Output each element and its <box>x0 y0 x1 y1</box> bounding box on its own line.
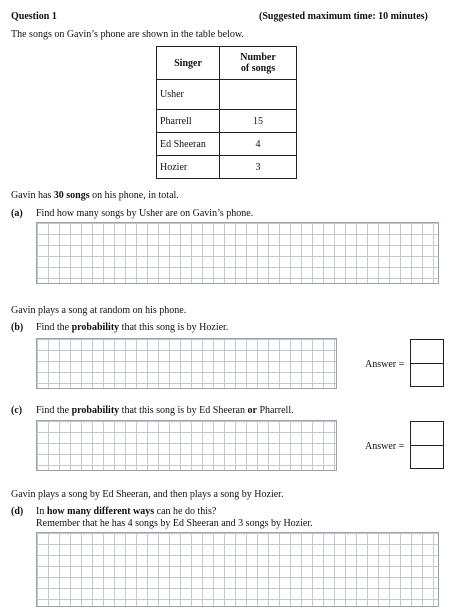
answer-box-c[interactable] <box>410 421 444 469</box>
singer-cell: Ed Sheeran <box>157 133 220 156</box>
answer-grid-b[interactable] <box>36 338 337 389</box>
singer-cell: Hozier <box>157 156 220 179</box>
answer-box-b[interactable] <box>410 339 444 387</box>
singer-cell: Usher <box>157 80 220 110</box>
random-play-text: Gavin plays a song at random on his phone. <box>11 305 187 316</box>
question-title: Question 1 <box>11 11 57 22</box>
part-b-label: (b) <box>11 322 24 333</box>
answer-grid-c[interactable] <box>36 420 337 471</box>
answer-grid-a[interactable] <box>36 222 439 284</box>
songs-cell: 4 <box>220 133 297 156</box>
table-header-row <box>157 47 297 80</box>
fraction-line <box>411 363 443 364</box>
table-row <box>157 80 297 110</box>
part-a-label: (a) <box>11 208 23 219</box>
sequence-text: Gavin plays a song by Ed Sheeran, and then plays a song by Hozier. <box>11 489 284 500</box>
fraction-line <box>411 445 443 446</box>
answer-label-c: Answer = <box>365 441 405 452</box>
part-d-label: (d) <box>11 506 24 517</box>
time-note: (Suggested maximum time: 10 minutes) <box>259 11 428 22</box>
singer-cell: Pharrell <box>157 110 220 133</box>
part-c-label: (c) <box>11 405 23 416</box>
part-a-question: Find how many songs by Usher are on Gavin’s phone. <box>36 208 254 219</box>
table-row <box>157 156 297 179</box>
part-c-question: Find the probability that this song is by Ed Sheeran or Pharrell. <box>36 405 294 416</box>
songs-cell: 3 <box>220 156 297 179</box>
part-d-reminder: Remember that he has 4 songs by Ed Sheeran and 3 songs by Hozier. <box>36 518 313 529</box>
header-singer: Singer <box>157 47 220 80</box>
intro-text: The songs on Gavin’s phone are shown in the table below. <box>11 29 244 40</box>
songs-cell: 15 <box>220 110 297 133</box>
table-row <box>157 110 297 133</box>
songs-cell-empty[interactable] <box>220 80 297 110</box>
part-d-question: In how many different ways can he do this? <box>36 506 217 517</box>
header-number-line1: Number <box>240 52 276 63</box>
answer-grid-d[interactable] <box>36 532 439 607</box>
total-songs-text: Gavin has 30 songs on his phone, in total. <box>11 190 179 201</box>
header-number-of-songs <box>220 47 297 80</box>
part-b-question: Find the probability that this song is by Hozier. <box>36 322 229 333</box>
header-number-line2: of songs <box>240 63 276 74</box>
songs-table <box>156 46 297 179</box>
table-row <box>157 133 297 156</box>
answer-label-b: Answer = <box>365 359 405 370</box>
